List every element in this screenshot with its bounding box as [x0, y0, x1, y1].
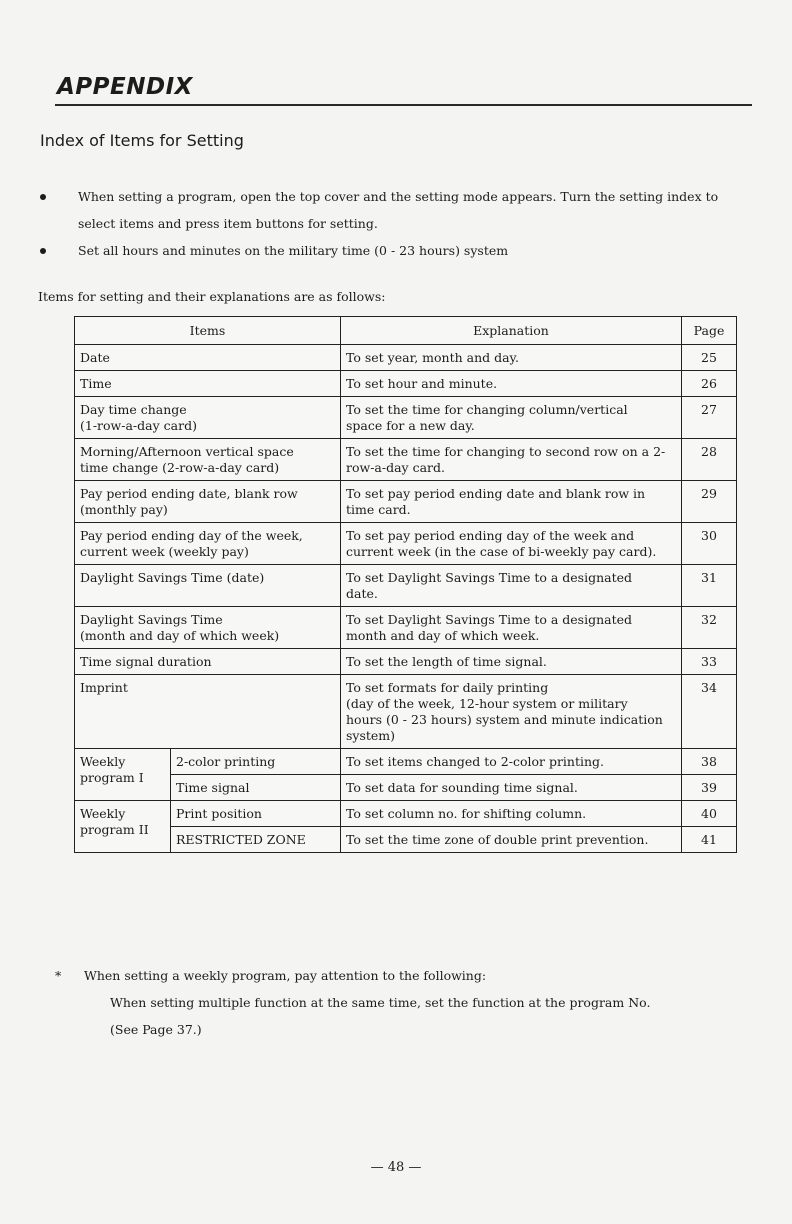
subitem-cell: Time signal	[171, 775, 341, 801]
footnote-line: (See Page 37.)	[110, 1022, 202, 1037]
table-row	[75, 481, 737, 523]
explanation-cell: To set column no. for shifting column.	[341, 801, 682, 827]
explanation-line: time card.	[346, 502, 411, 517]
explanation-cell	[341, 345, 682, 371]
page-cell: 41	[682, 827, 737, 853]
item-line: Pay period ending date, blank row	[80, 486, 298, 501]
item-cell	[75, 523, 341, 565]
item-line: Time signal duration	[80, 654, 212, 669]
explanation-line: row-a-day card.	[346, 460, 445, 475]
explanation-line: To set the length of time signal.	[346, 654, 547, 669]
item-line: Morning/Afternoon vertical space	[80, 444, 294, 459]
explanation-line: (day of the week, 12-hour system or military	[346, 696, 628, 711]
item-line: current week (weekly pay)	[80, 544, 249, 559]
explanation-line: current week (in the case of bi-weekly pay card).	[346, 544, 657, 559]
explanation-line: To set formats for daily printing	[346, 680, 549, 695]
group-line: Weekly	[80, 754, 126, 769]
table-row	[75, 371, 737, 397]
explanation-cell	[341, 371, 682, 397]
item-line: (monthly pay)	[80, 502, 168, 517]
page-cell: 28	[682, 439, 737, 481]
header-explanation: Explanation	[341, 317, 682, 345]
bullet-list	[38, 183, 758, 264]
bullet-text: select items and press item buttons for setting.	[78, 216, 378, 231]
table-row	[75, 607, 737, 649]
page-cell: 33	[682, 649, 737, 675]
explanation-line: space for a new day.	[346, 418, 475, 433]
page-cell: 31	[682, 565, 737, 607]
item-cell	[75, 439, 341, 481]
explanation-cell: To set items changed to 2-color printing.	[341, 749, 682, 775]
item-cell	[75, 675, 341, 749]
page-title: APPENDIX	[57, 74, 193, 100]
table-row	[75, 523, 737, 565]
bullet-dot-icon	[40, 248, 46, 254]
item-cell	[75, 371, 341, 397]
explanation-line: month and day of which week.	[346, 628, 540, 643]
bullet-dot-icon	[40, 194, 46, 200]
section-title: Index of Items for Setting	[40, 131, 244, 150]
page-cell: 29	[682, 481, 737, 523]
bullet-item	[38, 237, 758, 264]
explanation-line: To set pay period ending day of the week and	[346, 528, 635, 543]
table-header-row	[75, 317, 737, 345]
group-cell	[75, 801, 171, 853]
group-cell	[75, 749, 171, 801]
table-row	[75, 345, 737, 371]
page-cell: 27	[682, 397, 737, 439]
item-line: time change (2-row-a-day card)	[80, 460, 280, 475]
item-cell	[75, 481, 341, 523]
explanation-cell	[341, 397, 682, 439]
page-cell: 32	[682, 607, 737, 649]
page-cell: 39	[682, 775, 737, 801]
header-page: Page	[682, 317, 737, 345]
bullet-text: When setting a program, open the top cover and the setting mode appears. Turn the setting index to	[78, 189, 719, 204]
subitem-cell: 2-color printing	[171, 749, 341, 775]
item-line: Pay period ending day of the week,	[80, 528, 303, 543]
table-row	[75, 827, 737, 853]
explanation-cell	[341, 523, 682, 565]
table-row	[75, 749, 737, 775]
subitem-cell: RESTRICTED ZONE	[171, 827, 341, 853]
explanation-line: To set year, month and day.	[346, 350, 519, 365]
table-row	[75, 649, 737, 675]
item-cell	[75, 565, 341, 607]
explanation-line: hours (0 - 23 hours) system and minute indication	[346, 712, 663, 727]
asterisk-icon: *	[55, 968, 62, 983]
table-row	[75, 439, 737, 481]
item-line: Date	[80, 350, 110, 365]
bullet-item	[38, 183, 758, 237]
explanation-cell: To set the time zone of double print prevention.	[341, 827, 682, 853]
item-line: (month and day of which week)	[80, 628, 280, 643]
item-cell	[75, 345, 341, 371]
page-cell: 40	[682, 801, 737, 827]
explanation-line: To set the time for changing column/vertical	[346, 402, 628, 417]
table-row	[75, 801, 737, 827]
item-line: Day time change	[80, 402, 187, 417]
group-line: Weekly	[80, 806, 126, 821]
explanation-line: date.	[346, 586, 378, 601]
explanation-cell	[341, 607, 682, 649]
explanation-line: To set hour and minute.	[346, 376, 498, 391]
subitem-cell: Print position	[171, 801, 341, 827]
group-line: program I	[80, 770, 144, 785]
page-cell: 26	[682, 371, 737, 397]
explanation-line: To set pay period ending date and blank row in	[346, 486, 646, 501]
table-row	[75, 775, 737, 801]
item-line: (1-row-a-day card)	[80, 418, 197, 433]
table-row	[75, 565, 737, 607]
title-divider	[55, 104, 752, 106]
explanation-cell	[341, 649, 682, 675]
footnote-line: When setting multiple function at the same time, set the function at the program No.	[110, 995, 651, 1010]
settings-index-table	[74, 316, 737, 853]
page-cell: 38	[682, 749, 737, 775]
page-cell: 30	[682, 523, 737, 565]
table-row	[75, 397, 737, 439]
item-line: Imprint	[80, 680, 128, 695]
explanation-line: To set Daylight Savings Time to a designated	[346, 570, 633, 585]
item-line: Daylight Savings Time	[80, 612, 223, 627]
explanation-cell	[341, 675, 682, 749]
explanation-cell	[341, 565, 682, 607]
intro-text: Items for setting and their explanations are as follows:	[38, 289, 386, 304]
bullet-text: Set all hours and minutes on the military time (0 - 23 hours) system	[78, 243, 509, 258]
header-items: Items	[75, 317, 341, 345]
item-cell	[75, 649, 341, 675]
footnote	[55, 962, 650, 1043]
group-line: program II	[80, 822, 149, 837]
item-line: Time	[80, 376, 112, 391]
explanation-cell: To set data for sounding time signal.	[341, 775, 682, 801]
explanation-line: system)	[346, 728, 396, 743]
table-row	[75, 675, 737, 749]
explanation-line: To set Daylight Savings Time to a designated	[346, 612, 633, 627]
page-cell: 34	[682, 675, 737, 749]
item-cell	[75, 397, 341, 439]
item-cell	[75, 607, 341, 649]
explanation-cell	[341, 439, 682, 481]
explanation-line: To set the time for changing to second row on a 2-	[346, 444, 666, 459]
footnote-line: When setting a weekly program, pay attention to the following:	[84, 968, 487, 983]
page-cell: 25	[682, 345, 737, 371]
item-line: Daylight Savings Time (date)	[80, 570, 265, 585]
page-number: — 48 —	[370, 1160, 422, 1175]
explanation-cell	[341, 481, 682, 523]
